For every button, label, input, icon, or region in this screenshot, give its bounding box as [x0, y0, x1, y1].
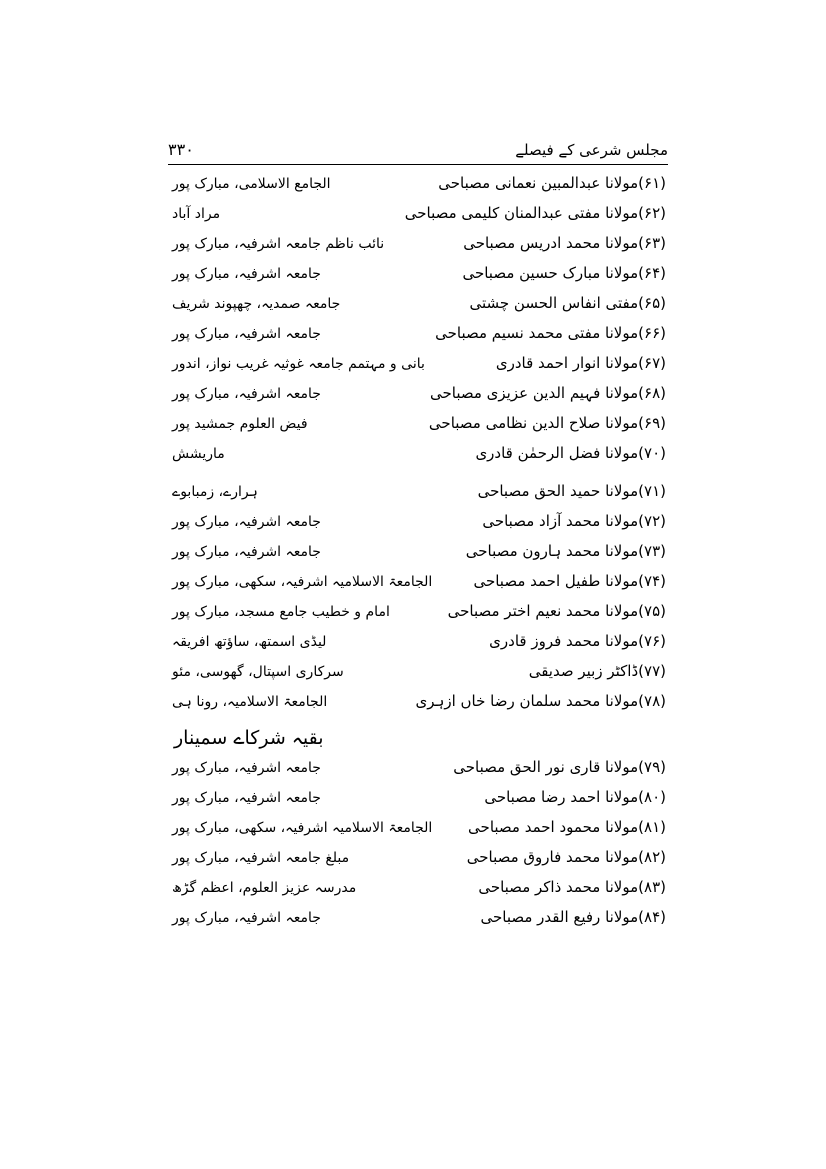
participant-name: (۶۴)مولانا مبارک حسین مصباحی	[462, 264, 666, 282]
participant-name: (۷۹)مولانا قاری نور الحق مصباحی	[453, 758, 666, 776]
list-item	[168, 482, 668, 511]
participant-place: جامعہ اشرفیہ، مبارک پور	[172, 760, 321, 776]
list-gap	[168, 474, 668, 482]
participant-name: (۶۳)مولانا محمد ادریس مصباحی	[463, 234, 666, 252]
list-item	[168, 204, 668, 233]
participant-place: جامعہ اشرفیہ، مبارک پور	[172, 266, 321, 282]
participant-place: الجامع الاسلامی، مبارک پور	[172, 176, 331, 192]
list-item	[168, 602, 668, 631]
participant-place: جامعہ اشرفیہ، مبارک پور	[172, 326, 321, 342]
participant-place: مدرسہ عزیز العلوم، اعظم گڑھ	[172, 880, 357, 896]
participant-place: الجامعۃ الاسلامیہ اشرفیہ، سکھی، مبارک پور	[172, 574, 433, 590]
participant-name: (۶۷)مولانا انوار احمد قادری	[495, 354, 666, 372]
list-item	[168, 908, 668, 937]
participant-place: مبلغ جامعہ اشرفیہ، مبارک پور	[172, 850, 350, 866]
participant-name: (۷۵)مولانا محمد نعیم اختر مصباحی	[447, 602, 666, 620]
participant-name: (۷۷)ڈاکٹر زبیر صدیقی	[528, 662, 666, 680]
section-heading: بقیہ شرکاے سمینار	[174, 727, 324, 749]
list-item	[168, 354, 668, 383]
participant-place: امام و خطیب جامع مسجد، مبارک پور	[172, 604, 390, 620]
book-title: مجلس شرعی کے فیصلے	[515, 141, 668, 159]
participant-place: الجامعۃ الاسلامیہ، رونا ہی	[172, 694, 328, 710]
participant-name: (۶۵)مفتی انفاس الحسن چشتی	[469, 294, 666, 312]
participant-place: فیض العلوم جمشید پور	[172, 416, 308, 432]
header-divider	[168, 164, 668, 165]
participant-place: جامعہ اشرفیہ، مبارک پور	[172, 544, 321, 560]
participants-list-part1	[168, 174, 668, 721]
participant-name: (۶۸)مولانا فہیم الدین عزیزی مصباحی	[429, 384, 666, 402]
participant-name: (۷۶)مولانا محمد فروز قادری	[489, 632, 666, 650]
list-item	[168, 444, 668, 473]
page-content	[168, 140, 668, 938]
participant-name: (۸۳)مولانا محمد ذاکر مصباحی	[478, 878, 666, 896]
list-item	[168, 294, 668, 323]
list-item	[168, 264, 668, 293]
list-item	[168, 174, 668, 203]
participant-name: (۸۲)مولانا محمد فاروق مصباحی	[466, 848, 666, 866]
list-item	[168, 234, 668, 263]
participant-name: (۸۴)مولانا رفیع القدر مصباحی	[480, 908, 666, 926]
participant-name: (۶۹)مولانا صلاح الدین نظامی مصباحی	[428, 414, 666, 432]
participant-place: جامعہ اشرفیہ، مبارک پور	[172, 910, 321, 926]
list-item	[168, 512, 668, 541]
participant-name: (۷۴)مولانا طفیل احمد مصباحی	[473, 572, 666, 590]
list-item	[168, 324, 668, 353]
page-header	[168, 140, 668, 161]
participant-place: جامعہ اشرفیہ، مبارک پور	[172, 514, 321, 530]
list-item	[168, 758, 668, 787]
participant-name: (۷۰)مولانا فضل الرحمٰن قادری	[475, 444, 666, 462]
participant-place: بانی و مہتمم جامعہ غوثیہ غریب نواز، اندور	[172, 356, 425, 372]
list-item	[168, 818, 668, 847]
participant-name: (۷۳)مولانا محمد ہارون مصباحی	[465, 542, 666, 560]
participant-name: (۷۲)مولانا محمد آزاد مصباحی	[482, 512, 666, 530]
list-item	[168, 692, 668, 721]
participants-list-part2	[168, 758, 668, 937]
participant-place: نائب ناظم جامعہ اشرفیہ، مبارک پور	[172, 236, 385, 252]
participant-place: جامعہ صمدیہ، چھپوند شریف	[172, 296, 341, 312]
list-item	[168, 572, 668, 601]
participant-place: ہرارے، زمبابوے	[172, 484, 258, 500]
list-item	[168, 848, 668, 877]
list-item	[168, 632, 668, 661]
list-item	[168, 384, 668, 413]
list-item	[168, 662, 668, 691]
participant-name: (۷۱)مولانا حمید الحق مصباحی	[477, 482, 666, 500]
participant-place: سرکاری اسپتال، گھوسی، مئو	[172, 664, 344, 680]
participant-place: لیڈی اسمتھ، ساؤتھ افریقہ	[172, 634, 327, 650]
list-item	[168, 542, 668, 571]
participant-place: ماریشش	[172, 446, 225, 462]
participant-place: الجامعۃ الاسلامیہ اشرفیہ، سکھی، مبارک پور	[172, 820, 433, 836]
participant-place: جامعہ اشرفیہ، مبارک پور	[172, 386, 321, 402]
participant-place: جامعہ اشرفیہ، مبارک پور	[172, 790, 321, 806]
list-item	[168, 414, 668, 443]
participant-name: (۸۱)مولانا محمود احمد مصباحی	[468, 818, 666, 836]
participant-place: مراد آباد	[172, 206, 221, 222]
list-item	[168, 878, 668, 907]
page-number: ۳۳۰	[168, 140, 194, 159]
participant-name: (۶۶)مولانا مفتی محمد نسیم مصباحی	[435, 324, 666, 342]
participant-name: (۷۸)مولانا محمد سلمان رضا خاں ازہری	[415, 692, 666, 710]
participant-name: (۶۱)مولانا عبدالمبین نعمانی مصباحی	[438, 174, 666, 192]
participant-name: (۶۲)مولانا مفتی عبدالمنان کلیمی مصباحی	[404, 204, 666, 222]
participant-name: (۸۰)مولانا احمد رضا مصباحی	[484, 788, 666, 806]
list-item	[168, 788, 668, 817]
